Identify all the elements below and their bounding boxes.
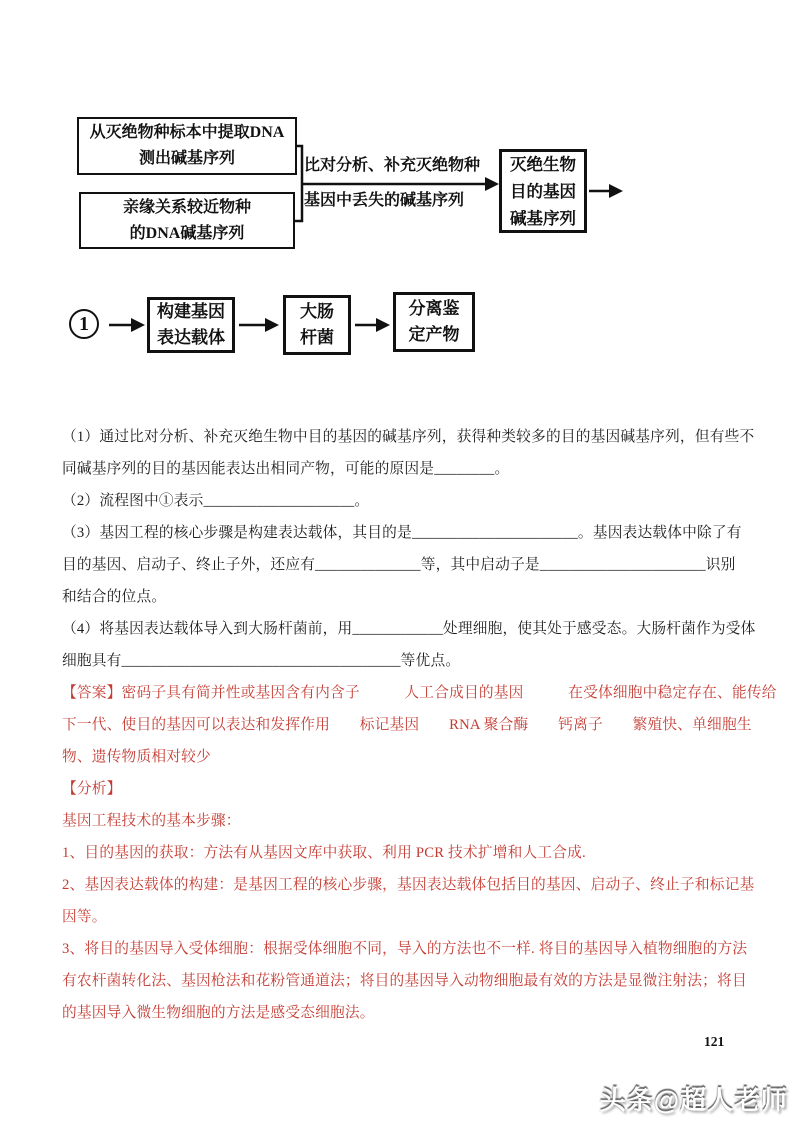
box-vector-line2: 表达载体	[157, 328, 225, 347]
result-arrow-head	[609, 184, 623, 198]
answer-line: 下一代、使目的基因可以表达和发挥作用 标记基因 RNA 聚合酶 钙离子 繁殖快、单细胞生	[62, 717, 752, 733]
question-line: （3）基因工程的核心步骤是构建表达载体，其目的是______________________。基因表达载体中除了有	[62, 525, 742, 541]
box-result-line2: 目的基因	[510, 181, 576, 201]
analysis-line: 因等。	[62, 909, 107, 925]
question-line: （4）将基因表达载体导入到大肠杆菌前，用____________处理细胞，使其处于感受态。大肠杆菌作为受体	[62, 621, 756, 637]
analysis-line: 基因工程技术的基本步骤：	[62, 813, 241, 829]
question-line: 和结合的位点。	[62, 589, 167, 605]
box-ecoli-line2: 杆菌	[300, 328, 334, 347]
box-result-line3: 碱基序列	[510, 208, 576, 228]
analysis-line: 1、目的基因的获取：方法有从基因文库中获取、利用 PCR 技术扩增和人工合成.	[62, 845, 586, 861]
flowchart-box-isolate-product	[393, 292, 475, 352]
flowchart-box-related-species	[79, 192, 295, 249]
box-ecoli-line1: 大肠	[300, 302, 334, 321]
question-line: 细胞具有_____________________________________等优点。	[62, 653, 461, 669]
circled-step-1-marker	[69, 309, 99, 339]
step3-arrow-head	[376, 318, 390, 332]
flowchart-box-build-vector	[147, 297, 235, 353]
flowchart-box-target-gene-sequence	[499, 149, 587, 233]
analysis-heading: 【分析】	[62, 781, 122, 797]
step2-arrow-head	[265, 318, 279, 332]
question-text-block	[62, 421, 777, 1029]
question-line: 同碱基序列的目的基因能表达出相同产物，可能的原因是________。	[62, 461, 510, 477]
box-extract-line2: 测出碱基序列	[138, 150, 235, 167]
analysis-line: 的基因导入微生物细胞的方法是感受态细胞法。	[62, 1005, 375, 1021]
answer-line: 物、遗传物质相对较少	[62, 749, 211, 765]
analysis-line: 3、将目的基因导入受体细胞：根据受体细胞不同，导入的方法也不一样. 将目的基因导入植物细胞的方法	[62, 941, 748, 957]
box-vector-line1: 构建基因	[157, 302, 225, 321]
box-related-line1: 亲缘关系较近物种	[122, 198, 251, 216]
compare-arrow-label-line1: 比对分析、补充灭绝物种	[304, 157, 481, 174]
question-line: （2）流程图中①表示____________________。	[62, 493, 370, 509]
question-line: 目的基因、启动子、终止子外，还应有______________等，其中启动子是______________________识别	[62, 557, 736, 573]
question-line: （1）通过比对分析、补充灭绝生物中目的基因的碱基序列，获得种类较多的目的基因碱基序列，但有些不	[62, 429, 755, 445]
box-product-line2: 定产物	[408, 325, 460, 344]
flowchart-box-ecoli	[283, 295, 351, 355]
page-number: 121	[704, 1034, 725, 1049]
answer-line: 【答案】密码子具有简并性或基因含有内含子 人工合成目的基因 在受体细胞中稳定存在、能传给	[62, 685, 777, 701]
analysis-line: 2、基因表达载体的构建：是基因工程的核心步骤，基因表达载体包括目的基因、启动子、终止子和标记基	[62, 877, 755, 893]
step1-arrow-head	[131, 318, 145, 332]
box-related-line2: 的DNA碱基序列	[129, 224, 245, 242]
box-extract-line1: 从灭绝物种标本中提取DNA	[89, 124, 285, 141]
box-product-line1: 分离鉴	[408, 299, 460, 318]
step-marker-label: 1	[79, 312, 89, 335]
watermark-toutiao-teacher: 头条@超人老师	[599, 1085, 788, 1115]
analysis-line: 有农杆菌转化法、基因枪法和花粉管通道法；将目的基因导入动物细胞最有效的方法是显微注射法；将目	[62, 973, 747, 989]
flowchart-box-extract-dna	[77, 117, 297, 175]
compare-arrow-head	[485, 177, 499, 191]
box-result-line1: 灭绝生物	[510, 154, 576, 174]
compare-arrow-label-line2: 基因中丢失的碱基序列	[304, 192, 465, 209]
